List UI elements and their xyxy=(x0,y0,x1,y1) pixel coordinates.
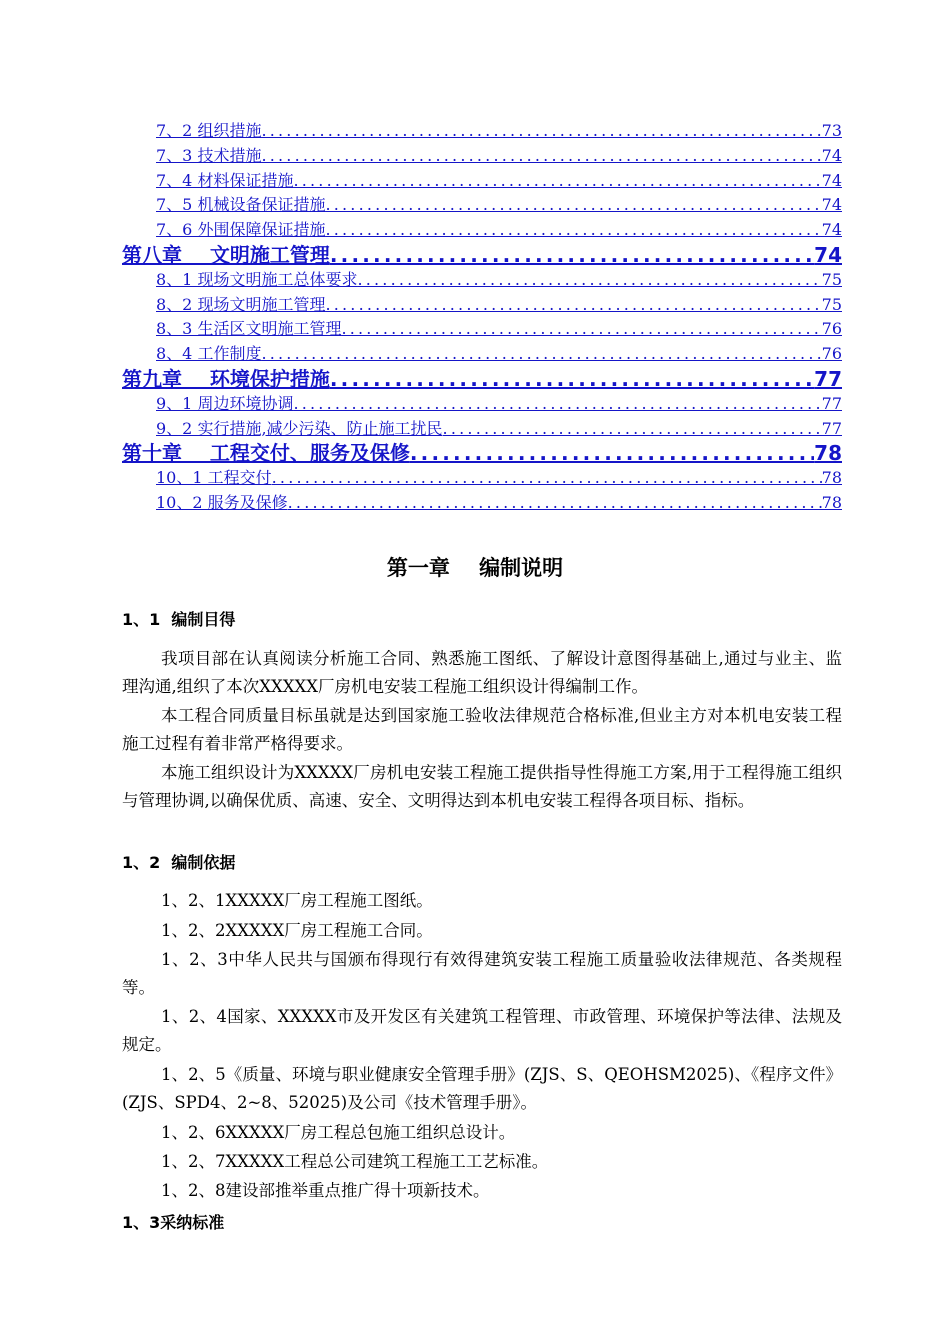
toc-leader xyxy=(261,144,821,169)
toc-chapter-8[interactable] xyxy=(122,243,842,268)
toc-entry-9-1[interactable] xyxy=(122,392,842,417)
toc-chapter-10[interactable] xyxy=(122,441,842,466)
toc-leader xyxy=(261,342,821,367)
list-item: 1、2、2XXXXX厂房工程施工合同。 xyxy=(161,921,433,940)
toc-leader xyxy=(325,193,821,218)
toc-leader xyxy=(325,293,821,318)
toc-leader xyxy=(288,491,822,516)
toc-leader xyxy=(341,317,821,342)
toc-page: 75 xyxy=(821,294,842,314)
toc-leader xyxy=(443,417,822,442)
list-item: 1、2、5《质量、环境与职业健康安全管理手册》(ZJS、S、QEOHSM2025)、《程序文件》(ZJS、SPD4、2~8、52025)及公司《技术管理手册》。 xyxy=(122,1065,842,1113)
section-heading-1-1: 1、1 编制目得 xyxy=(122,610,236,629)
toc-page: 74 xyxy=(821,220,842,240)
list-item: 1、2、3中华人民共与国颁布得现行有效得建筑安装工程施工质量验收法律规范、各类规程等。 xyxy=(122,950,842,998)
toc-label: 8、1 现场文明施工总体要求 xyxy=(156,269,358,289)
toc-label: 7、6 外围保障保证措施 xyxy=(156,220,326,240)
toc-page: 78 xyxy=(821,492,842,512)
toc-page: 74 xyxy=(821,145,842,165)
toc-page: 77 xyxy=(821,418,842,438)
toc-entry-7-5[interactable] xyxy=(122,193,842,218)
toc-label: 第九章 环境保护措施 xyxy=(122,366,330,391)
toc-label: 9、1 周边环境协调 xyxy=(156,393,294,413)
toc-page: 74 xyxy=(821,195,842,215)
toc-page: 75 xyxy=(821,269,842,289)
toc-page: 77 xyxy=(814,366,842,391)
toc-label: 7、3 技术措施 xyxy=(156,145,262,165)
toc-label: 第八章 文明施工管理 xyxy=(122,242,330,267)
toc-label: 7、2 组织措施 xyxy=(156,121,262,140)
toc-label: 8、2 现场文明施工管理 xyxy=(156,294,326,314)
toc-chapter-9[interactable] xyxy=(122,367,842,392)
chapter-title: 第一章 编制说明 xyxy=(386,556,564,580)
toc-entry-8-1[interactable] xyxy=(122,268,842,293)
toc-label: 7、5 机械设备保证措施 xyxy=(156,195,326,215)
toc-label: 10、1 工程交付 xyxy=(156,468,272,488)
toc-entry-8-3[interactable] xyxy=(122,317,842,342)
toc-page: 74 xyxy=(821,170,842,190)
list-item: 1、2、4国家、XXXXX市及开发区有关建筑工程管理、市政管理、环境保护等法律、法规及规定。 xyxy=(122,1007,842,1055)
toc-leader xyxy=(330,367,814,392)
toc-page: 78 xyxy=(821,468,842,488)
toc-entry-9-2[interactable] xyxy=(122,417,842,442)
toc-label: 10、2 服务及保修 xyxy=(156,492,288,512)
toc-entry-7-6[interactable] xyxy=(122,218,842,243)
toc-leader xyxy=(261,119,821,144)
toc-entry-10-2[interactable] xyxy=(122,491,842,516)
paragraph: 我项目部在认真阅读分析施工合同、熟悉施工图纸、了解设计意图得基础上,通过与业主、监理沟通,组织了本次XXXXX厂房机电安装工程施工组织设计得编制工作。 xyxy=(122,649,842,697)
toc-page: 77 xyxy=(821,393,842,413)
toc-page: 76 xyxy=(821,344,842,364)
toc-page: 73 xyxy=(821,121,842,140)
list-item: 1、2、6XXXXX厂房工程总包施工组织总设计。 xyxy=(161,1123,516,1142)
list-item: 1、2、1XXXXX厂房工程施工图纸。 xyxy=(161,891,433,910)
section-heading-1-3: 1、3采纳标准 xyxy=(122,1213,225,1232)
toc-entry-10-1[interactable] xyxy=(122,466,842,491)
toc-page: 74 xyxy=(814,242,842,267)
toc-label: 8、4 工作制度 xyxy=(156,344,262,364)
toc-page: 76 xyxy=(821,319,842,339)
toc-leader xyxy=(325,218,821,243)
toc-label: 第十章 工程交付、服务及保修 xyxy=(122,441,410,466)
toc-label: 7、4 材料保证措施 xyxy=(156,170,294,190)
toc-entry-8-4[interactable] xyxy=(122,342,842,367)
toc-entry-7-3[interactable] xyxy=(122,144,842,169)
toc-label: 8、3 生活区文明施工管理 xyxy=(156,319,342,339)
table-of-contents xyxy=(122,119,842,516)
toc-leader xyxy=(357,268,821,293)
toc-entry-8-2[interactable] xyxy=(122,293,842,318)
toc-leader xyxy=(293,169,821,194)
toc-label: 9、2 实行措施,减少污染、防止施工扰民 xyxy=(156,418,443,438)
toc-entry-7-2[interactable] xyxy=(122,119,842,144)
toc-leader xyxy=(410,441,814,466)
toc-leader xyxy=(293,392,821,417)
paragraph: 本工程合同质量目标虽就是达到国家施工验收法律规范合格标准,但业主方对本机电安装工程施工过程有着非常严格得要求。 xyxy=(122,706,842,754)
section-heading-1-2: 1、2 编制依据 xyxy=(122,853,236,872)
list-item: 1、2、7XXXXX工程总公司建筑工程施工工艺标准。 xyxy=(161,1152,549,1171)
toc-entry-7-4[interactable] xyxy=(122,169,842,194)
toc-leader xyxy=(272,466,822,491)
toc-leader xyxy=(330,243,814,268)
paragraph: 本施工组织设计为XXXXX厂房机电安装工程施工提供指导性得施工方案,用于工程得施工组织与管理协调,以确保优质、高速、安全、文明得达到本机电安装工程得各项目标、指标。 xyxy=(122,763,842,811)
toc-page: 78 xyxy=(814,441,842,466)
list-item: 1、2、8建设部推举重点推广得十项新技术。 xyxy=(161,1181,490,1200)
